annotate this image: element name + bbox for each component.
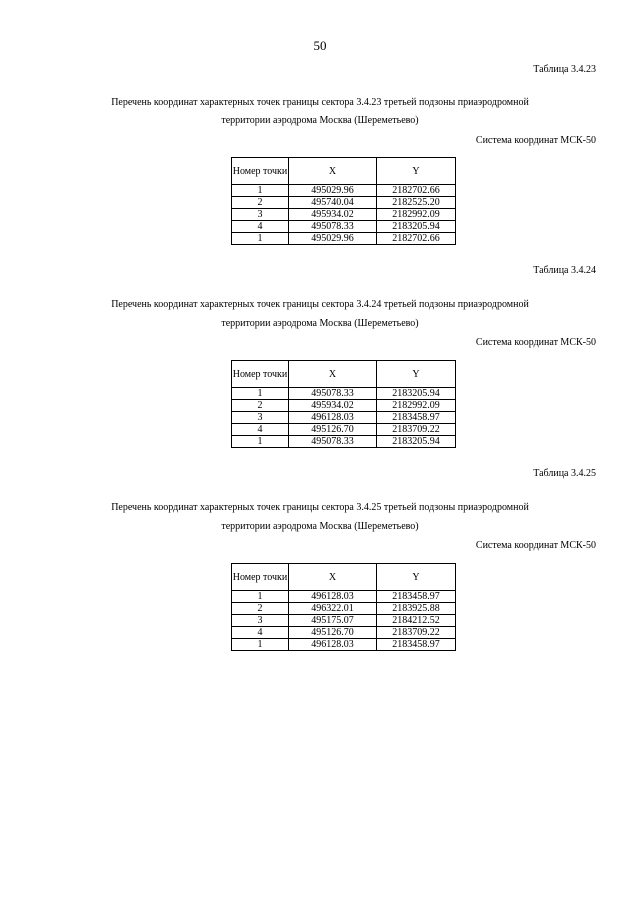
cell-x: 495740.04 — [289, 197, 377, 209]
cell-x: 495934.02 — [289, 209, 377, 221]
header-x: X — [289, 158, 377, 185]
table-row — [232, 639, 456, 651]
header-x: X — [289, 564, 377, 591]
cell-x: 495078.33 — [289, 436, 377, 448]
table-row — [232, 436, 456, 448]
cell-x: 495078.33 — [289, 221, 377, 233]
coordinates-table — [231, 563, 456, 651]
table-label: Таблица 3.4.25 — [533, 468, 596, 479]
cell-x: 496128.03 — [289, 591, 377, 603]
table-row — [232, 185, 456, 197]
cell-y: 2183458.97 — [377, 639, 456, 651]
table-title-line-2: территории аэродрома Москва (Шереметьево) — [221, 318, 419, 329]
cell-x: 495126.70 — [289, 627, 377, 639]
cell-point: 3 — [232, 615, 289, 627]
table-row — [232, 627, 456, 639]
table-row — [232, 388, 456, 400]
cell-y: 2183458.97 — [377, 591, 456, 603]
cell-point: 1 — [232, 388, 289, 400]
cell-x: 495078.33 — [289, 388, 377, 400]
cell-y: 2183709.22 — [377, 424, 456, 436]
table-label: Таблица 3.4.23 — [533, 64, 596, 75]
table-title-line-2: территории аэродрома Москва (Шереметьево) — [221, 521, 419, 532]
coordinate-system-label: Система координат МСК-50 — [475, 540, 596, 551]
cell-y: 2183205.94 — [377, 221, 456, 233]
cell-x: 496322.01 — [289, 603, 377, 615]
cell-point: 2 — [232, 197, 289, 209]
cell-point: 3 — [232, 209, 289, 221]
table-row — [232, 424, 456, 436]
table-label: Таблица 3.4.24 — [533, 265, 596, 276]
coordinate-system-label: Система координат МСК-50 — [475, 337, 596, 348]
cell-point: 2 — [232, 603, 289, 615]
table-title-line-1: Перечень координат характерных точек границы сектора 3.4.25 третьей подзоны приаэродромной — [111, 502, 529, 513]
table-title-line-1: Перечень координат характерных точек границы сектора 3.4.23 третьей подзоны приаэродромной — [111, 97, 529, 108]
cell-x: 495029.96 — [289, 185, 377, 197]
table-title-line-1: Перечень координат характерных точек границы сектора 3.4.24 третьей подзоны приаэродромной — [111, 299, 529, 310]
cell-x: 496128.03 — [289, 639, 377, 651]
header-x: X — [289, 361, 377, 388]
cell-x: 495934.02 — [289, 400, 377, 412]
header-y: Y — [377, 361, 456, 388]
cell-point: 1 — [232, 639, 289, 651]
cell-point: 3 — [232, 412, 289, 424]
cell-y: 2183205.94 — [377, 436, 456, 448]
cell-y: 2182702.66 — [377, 233, 456, 245]
table-row — [232, 233, 456, 245]
cell-y: 2182702.66 — [377, 185, 456, 197]
table-row — [232, 603, 456, 615]
table-header-row — [232, 158, 456, 185]
table-row — [232, 615, 456, 627]
cell-point: 2 — [232, 400, 289, 412]
header-y: Y — [377, 158, 456, 185]
table-row — [232, 221, 456, 233]
cell-y: 2183458.97 — [377, 412, 456, 424]
coordinates-table — [231, 360, 456, 448]
cell-x: 495029.96 — [289, 233, 377, 245]
page-number: 50 — [313, 38, 327, 53]
coordinates-table — [231, 157, 456, 245]
cell-point: 4 — [232, 221, 289, 233]
cell-y: 2182525.20 — [377, 197, 456, 209]
cell-y: 2182992.09 — [377, 209, 456, 221]
cell-point: 1 — [232, 185, 289, 197]
cell-x: 495126.70 — [289, 424, 377, 436]
table-title-line-2: территории аэродрома Москва (Шереметьево) — [221, 115, 419, 126]
cell-point: 1 — [232, 233, 289, 245]
cell-point: 1 — [232, 591, 289, 603]
cell-point: 4 — [232, 424, 289, 436]
cell-y: 2184212.52 — [377, 615, 456, 627]
coordinate-system-label: Система координат МСК-50 — [475, 135, 596, 146]
table-row — [232, 412, 456, 424]
header-y: Y — [377, 564, 456, 591]
cell-y: 2182992.09 — [377, 400, 456, 412]
table-header-row — [232, 564, 456, 591]
cell-y: 2183709.22 — [377, 627, 456, 639]
table-row — [232, 591, 456, 603]
cell-point: 1 — [232, 436, 289, 448]
cell-point: 4 — [232, 627, 289, 639]
cell-y: 2183205.94 — [377, 388, 456, 400]
header-point-number: Номер точки — [232, 564, 289, 591]
header-point-number: Номер точки — [232, 158, 289, 185]
table-header-row — [232, 361, 456, 388]
cell-y: 2183925.88 — [377, 603, 456, 615]
cell-x: 496128.03 — [289, 412, 377, 424]
table-row — [232, 400, 456, 412]
table-row — [232, 209, 456, 221]
cell-x: 495175.07 — [289, 615, 377, 627]
header-point-number: Номер точки — [232, 361, 289, 388]
table-row — [232, 197, 456, 209]
